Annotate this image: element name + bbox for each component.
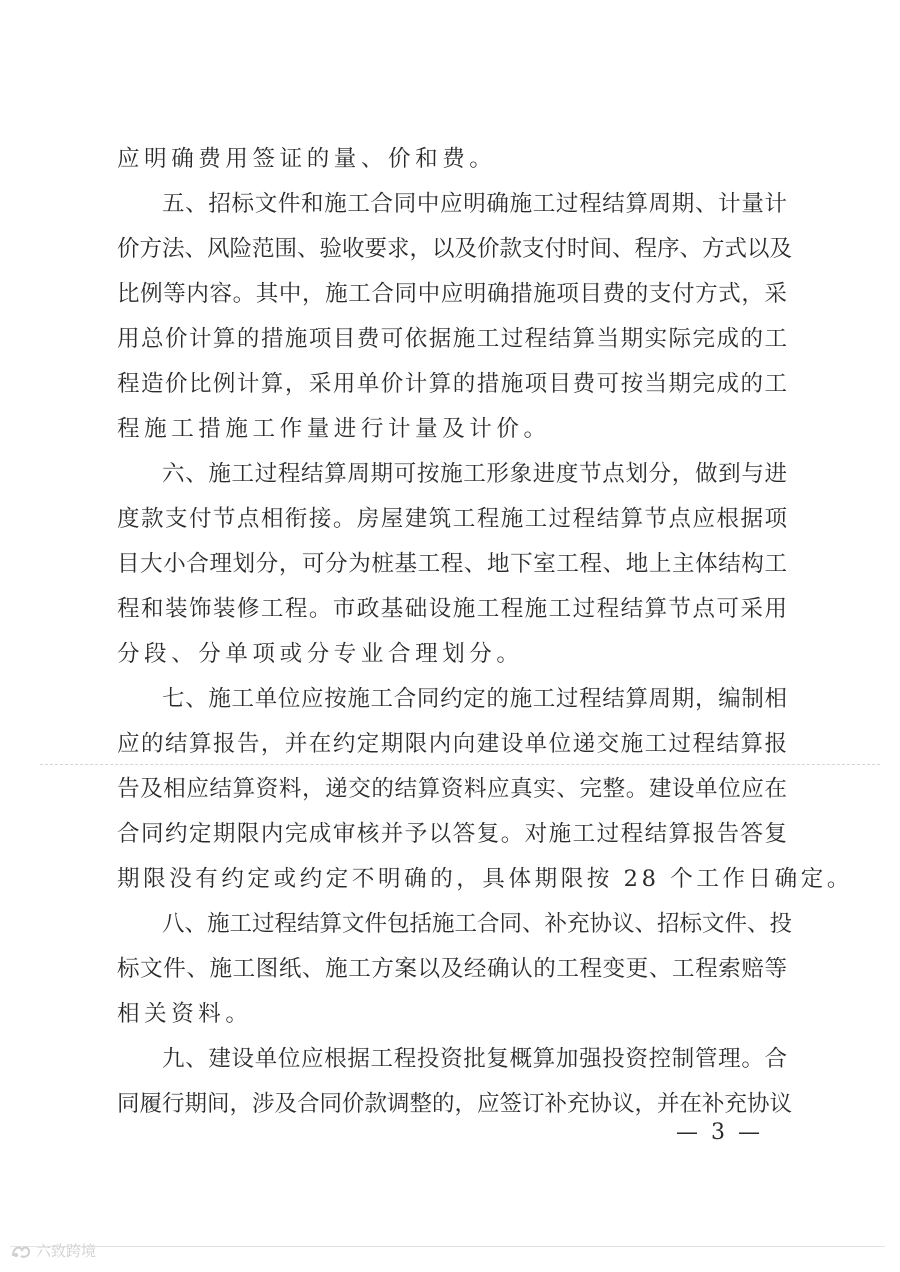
paragraph-line: 分段、分单项或分专业合理划分。 xyxy=(117,641,524,667)
paragraph-line: 相关资料。 xyxy=(117,1001,253,1027)
paragraph-line: 用总价计算的措施项目费可依据施工过程结算当期实际完成的工 xyxy=(117,326,787,352)
paragraph-line: 程施工措施工作量进行计量及计价。 xyxy=(117,416,551,442)
paragraph-line: 八、施工过程结算文件包括施工合同、补充协议、招标文件、投 xyxy=(162,911,793,937)
paragraph-line: 标文件、施工图纸、施工方案以及经确认的工程变更、工程索赔等 xyxy=(117,956,787,982)
paragraph-line: 合同约定期限内完成审核并予以答复。对施工过程结算报告答复 xyxy=(117,821,787,847)
paragraph-line: 目大小合理划分，可分为桩基工程、地下室工程、地上主体结构工 xyxy=(117,551,787,577)
paragraph-line: 度款支付节点相衔接。房屋建筑工程施工过程结算节点应根据项 xyxy=(117,506,787,532)
paragraph-line: 程造价比例计算，采用单价计算的措施项目费可按当期完成的工 xyxy=(117,371,787,397)
page-number: — 3 — xyxy=(676,1120,763,1145)
paragraph-line: 应的结算报告，并在约定期限内向建设单位递交施工过程结算报 xyxy=(117,731,787,757)
paragraph-line: 五、招标文件和施工合同中应明确施工过程结算周期、计量计 xyxy=(162,191,787,217)
paragraph-line: 九、建设单位应根据工程投资批复概算加强投资控制管理。合 xyxy=(162,1046,787,1072)
paragraph-line: 程和装饰装修工程。市政基础设施工程施工过程结算节点可采用 xyxy=(117,596,787,622)
paragraph-line: 价方法、风险范围、验收要求，以及价款支付时间、程序、方式以及 xyxy=(117,236,793,262)
paragraph-line: 比例等内容。其中，施工合同中应明确措施项目费的支付方式，采 xyxy=(117,281,787,307)
watermark-logo-icon xyxy=(10,1242,32,1260)
paragraph-line: 六、施工过程结算周期可按施工形象进度节点划分，做到与进 xyxy=(162,461,787,487)
paragraph-line: 告及相应结算资料，递交的结算资料应真实、完整。建设单位应在 xyxy=(117,776,787,802)
scan-artifact-line xyxy=(40,764,880,765)
paragraph-line: 七、施工单位应按施工合同约定的施工过程结算周期，编制相 xyxy=(162,686,787,712)
watermark xyxy=(10,1240,96,1261)
paragraph-line: 期限没有约定或约定不明确的，具体期限按 28 个工作日确定。 xyxy=(117,866,853,892)
bottom-rule xyxy=(10,1246,885,1247)
paragraph-line: 应明确费用签证的量、价和费。 xyxy=(117,146,497,172)
watermark-text: 六致跨境 xyxy=(36,1243,97,1260)
paragraph-line: 同履行期间，涉及合同价款调整的，应签订补充协议，并在补充协议 xyxy=(117,1091,793,1117)
